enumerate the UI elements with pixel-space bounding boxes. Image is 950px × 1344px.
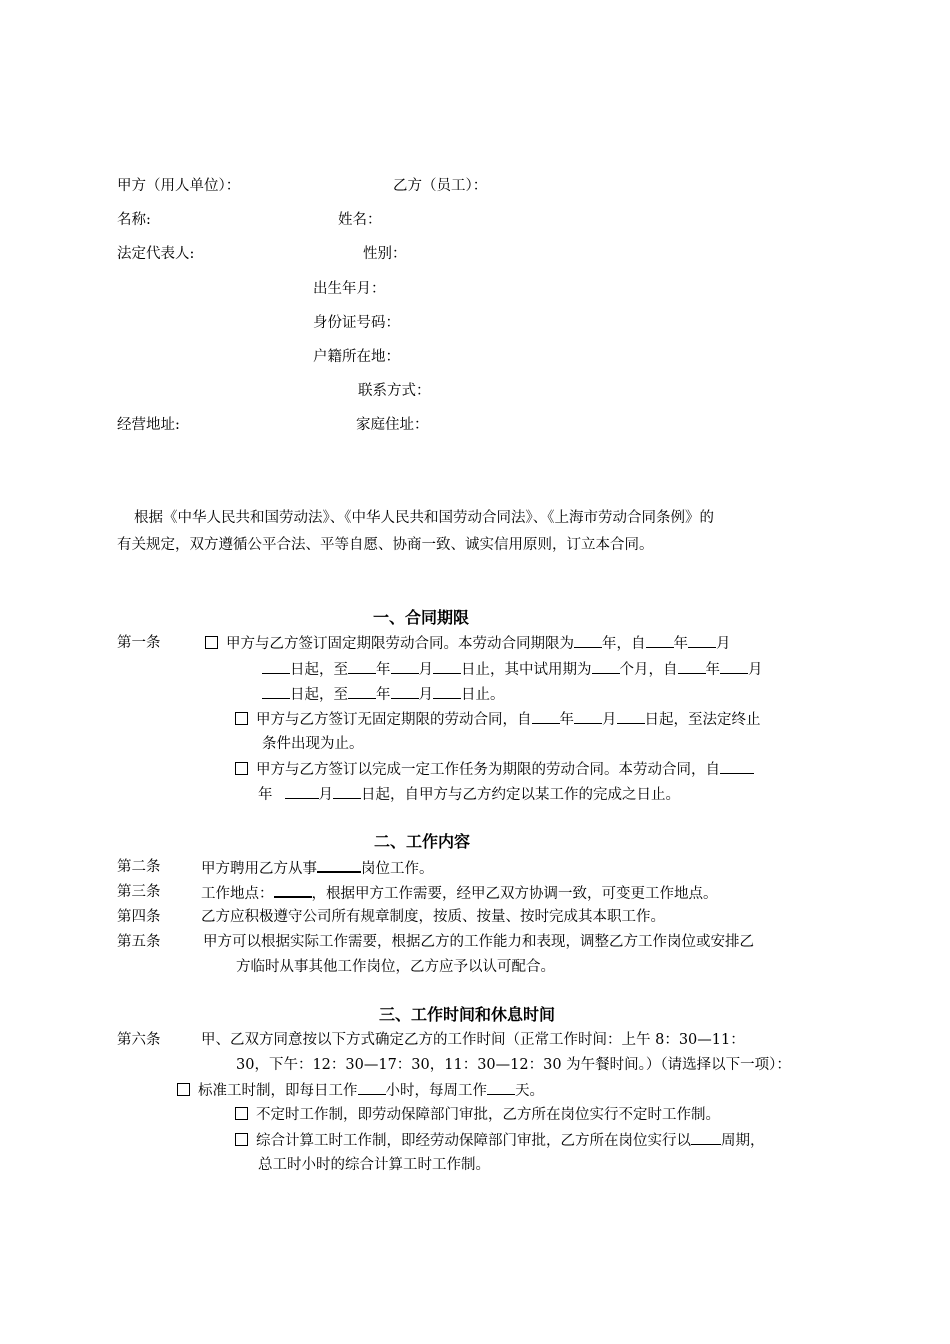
checkbox-icon[interactable] (235, 1133, 248, 1146)
article-3-text: 工作地点： ，根据甲方工作需要，经甲乙双方协调一致，可变更工作地点。 (201, 882, 718, 904)
gender-label: 性别： (363, 246, 407, 262)
article-1-label: 第一条 (117, 635, 161, 651)
hukou-label: 户籍所在地： (313, 349, 400, 365)
birth-date-label: 出生年月： (313, 281, 386, 297)
preamble-line-1: 根据《中华人民共和国劳动法》、《中华人民共和国劳动合同法》、《上海市劳动合同条例》的 (134, 510, 714, 526)
article-1-option-1-line-1: 甲方与乙方签订固定期限劳动合同。本劳动合同期限为 年，自 年 月 (205, 633, 731, 654)
end-day-blank[interactable] (433, 659, 461, 674)
party-b-name-label: 姓名： (338, 212, 382, 228)
article-6-option-3-line-1: 综合计算工时工作制，即经劳动保障部门审批，乙方所在岗位实行以 周期， (235, 1130, 765, 1151)
checkbox-icon[interactable] (235, 712, 248, 725)
checkbox-icon[interactable] (235, 762, 248, 775)
article-5-label: 第五条 (117, 934, 161, 950)
start-day-blank[interactable] (262, 659, 290, 674)
section-2-title: 二、工作内容 (374, 832, 471, 851)
open-start-month-blank[interactable] (574, 709, 602, 724)
article-6-line-2: 30，下午：12：30—17：30，11：30—12：30 为午餐时间。）（请选择以下一项）： (236, 1057, 791, 1073)
business-address-label: 经营地址: (117, 417, 180, 433)
party-a-name-label: 名称: (117, 212, 151, 228)
section-3-title: 三、工作时间和休息时间 (379, 1005, 556, 1024)
weekly-days-blank[interactable] (487, 1080, 515, 1095)
party-a-header: 甲方（用人单位）： (117, 178, 241, 194)
party-b-header: 乙方（员工）： (393, 178, 488, 194)
article-4-label: 第四条 (117, 909, 161, 925)
article-6-option-1: 标准工时制，即每日工作 小时，每周工作 天。 (177, 1080, 544, 1101)
probation-end-year-blank[interactable] (348, 684, 376, 699)
probation-start-year-blank[interactable] (678, 659, 706, 674)
open-start-day-blank[interactable] (617, 709, 645, 724)
position-blank[interactable] (317, 857, 361, 873)
article-1-option-3-line-2: 年 月 日起，自甲方与乙方约定以某工作的完成之日止。 (258, 784, 680, 805)
daily-hours-blank[interactable] (358, 1080, 386, 1095)
probation-end-day-blank[interactable] (433, 684, 461, 699)
article-6-option-2: 不定时工作制，即劳动保障部门审批，乙方所在岗位实行不定时工作制。 (235, 1105, 720, 1125)
article-1-option-2-line-1: 甲方与乙方签订无固定期限的劳动合同，自 年 月 日起，至法定终止 (235, 709, 761, 730)
probation-months-blank[interactable] (592, 659, 620, 674)
period-blank[interactable] (691, 1130, 721, 1145)
home-address-label: 家庭住址： (356, 417, 429, 433)
article-5-line-2: 方临时从事其他工作岗位，乙方应予以认可配合。 (236, 959, 555, 975)
article-1-option-3-line-1: 甲方与乙方签订以完成一定工作任务为期限的劳动合同。本劳动合同，自 (235, 759, 754, 780)
probation-end-month-blank[interactable] (391, 684, 419, 699)
legal-representative-label: 法定代表人: (117, 246, 195, 262)
section-1-title: 一、合同期限 (373, 608, 470, 627)
years-blank[interactable] (574, 633, 602, 648)
article-2-label: 第二条 (117, 859, 161, 875)
task-start-month-blank[interactable] (285, 784, 319, 799)
checkbox-icon[interactable] (205, 636, 218, 649)
task-start-year-blank[interactable] (720, 759, 754, 774)
article-4-text: 乙方应积极遵守公司所有规章制度，按质、按量、按时完成其本职工作。 (201, 909, 665, 925)
checkbox-icon[interactable] (235, 1107, 248, 1120)
id-number-label: 身份证号码： (313, 315, 400, 331)
end-month-blank[interactable] (391, 659, 419, 674)
contact-label: 联系方式： (358, 383, 431, 399)
article-3-label: 第三条 (117, 884, 161, 900)
article-1-option-1-line-2: 日起，至 年 月 日止，其中试用期为 个月，自 年 月 (262, 659, 763, 680)
article-2-text: 甲方聘用乙方从事 岗位工作。 (201, 857, 434, 879)
checkbox-icon[interactable] (177, 1083, 190, 1096)
article-5-line-1: 甲方可以根据实际工作需要，根据乙方的工作能力和表现，调整乙方工作岗位或安排乙 (203, 934, 754, 950)
start-year-blank[interactable] (646, 633, 674, 648)
start-month-blank[interactable] (688, 633, 716, 648)
task-start-day-blank[interactable] (333, 784, 361, 799)
article-6-option-3-line-2: 总工时小时的综合计算工时工作制。 (258, 1157, 490, 1173)
article-1-option-2-line-2: 条件出现为止。 (262, 736, 364, 752)
probation-start-day-blank[interactable] (262, 684, 290, 699)
article-6-label: 第六条 (117, 1032, 161, 1048)
open-start-year-blank[interactable] (532, 709, 560, 724)
probation-start-month-blank[interactable] (720, 659, 748, 674)
end-year-blank[interactable] (348, 659, 376, 674)
work-location-blank[interactable] (274, 882, 312, 898)
preamble-line-2: 有关规定，双方遵循公平合法、平等自愿、协商一致、诚实信用原则，订立本合同。 (117, 537, 654, 553)
article-1-option-1-line-3: 日起，至 年 月 日止。 (262, 684, 505, 705)
article-6-line-1: 甲、乙双方同意按以下方式确定乙方的工作时间（正常工作时间：上午 8：30—11： (201, 1032, 745, 1048)
